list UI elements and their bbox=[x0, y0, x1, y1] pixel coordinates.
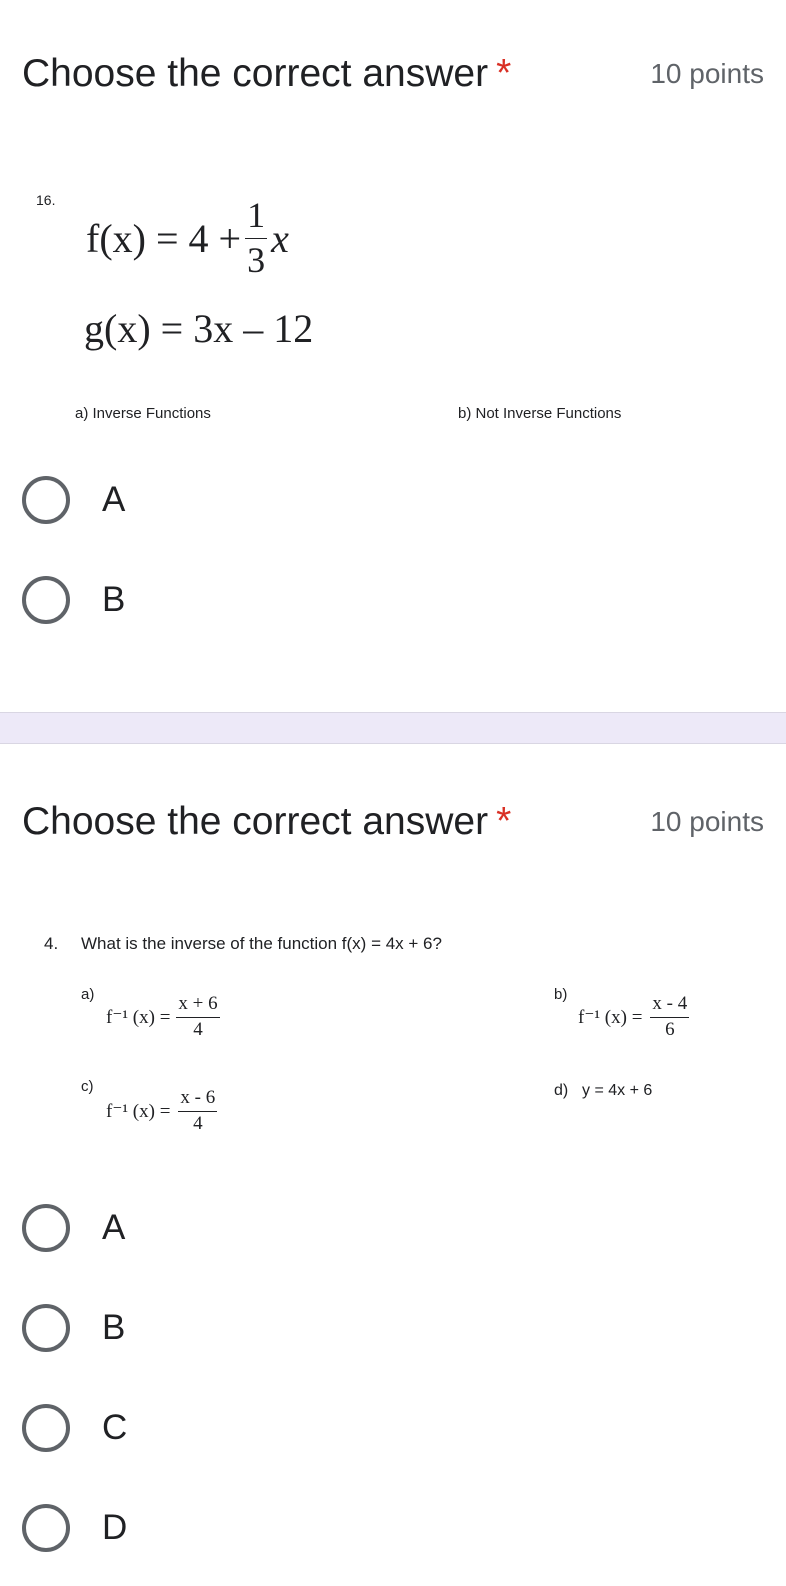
radio-circle-icon[interactable] bbox=[22, 1504, 70, 1552]
fraction-numerator: x - 4 bbox=[650, 994, 689, 1018]
question-number: 16. bbox=[36, 192, 56, 208]
radio-circle-icon[interactable] bbox=[22, 1404, 70, 1452]
choice-b-expression bbox=[578, 994, 689, 1041]
equation-f-lhs: f(x) = 4 + bbox=[86, 215, 242, 261]
fraction-denominator: 4 bbox=[193, 1112, 203, 1134]
choice-a-fraction bbox=[176, 994, 219, 1041]
radio-circle-icon[interactable] bbox=[22, 576, 70, 624]
question-prompt: What is the inverse of the function f(x) = 4x + 6? bbox=[81, 934, 442, 953]
choice-a-text: a) Inverse Functions bbox=[75, 405, 211, 422]
equation-g: g(x) = 3x – 12 bbox=[84, 306, 314, 351]
question-header bbox=[22, 800, 764, 850]
radio-option-b[interactable] bbox=[22, 572, 422, 628]
choice-b-lhs: f⁻¹ (x) = bbox=[578, 1006, 643, 1028]
option-label: A bbox=[102, 1208, 126, 1247]
fraction-denominator: 6 bbox=[665, 1018, 675, 1040]
radio-option-b[interactable] bbox=[22, 1300, 422, 1356]
option-label: A bbox=[102, 480, 126, 519]
fraction-denominator: 3 bbox=[247, 239, 266, 280]
question-image bbox=[0, 180, 786, 440]
choice-b-text: b) Not Inverse Functions bbox=[458, 405, 622, 422]
question-card-2 bbox=[0, 744, 786, 1586]
section-divider bbox=[0, 712, 786, 744]
question-title: Choose the correct answer * bbox=[22, 52, 512, 95]
radio-option-a[interactable] bbox=[22, 472, 422, 528]
option-label: D bbox=[102, 1508, 128, 1547]
choice-b-fraction bbox=[650, 994, 689, 1041]
required-asterisk: * bbox=[496, 52, 512, 95]
choice-a-expression bbox=[106, 994, 220, 1041]
choice-c-fraction bbox=[178, 1088, 217, 1135]
fraction-denominator: 4 bbox=[193, 1018, 203, 1040]
option-label: B bbox=[102, 580, 126, 619]
question-card-1 bbox=[0, 0, 786, 712]
question-points: 10 points bbox=[650, 58, 764, 89]
radio-option-a[interactable] bbox=[22, 1200, 422, 1256]
choice-b-label: b) bbox=[554, 986, 568, 1003]
choice-a-lhs: f⁻¹ (x) = bbox=[106, 1006, 171, 1028]
option-label: B bbox=[102, 1308, 126, 1347]
choice-d-label: d) bbox=[554, 1082, 569, 1099]
question-image bbox=[0, 924, 786, 1154]
question-points: 10 points bbox=[650, 806, 764, 837]
choice-a-label: a) bbox=[81, 986, 95, 1003]
choice-d-expression: y = 4x + 6 bbox=[582, 1082, 653, 1099]
fraction-numerator: x + 6 bbox=[176, 994, 219, 1018]
radio-circle-icon[interactable] bbox=[22, 1204, 70, 1252]
fraction-numerator: x - 6 bbox=[178, 1088, 217, 1112]
question-number: 4. bbox=[44, 934, 59, 953]
equation-f bbox=[86, 196, 289, 280]
radio-circle-icon[interactable] bbox=[22, 476, 70, 524]
question-header bbox=[22, 52, 764, 102]
question-title: Choose the correct answer * bbox=[22, 800, 512, 843]
radio-option-d[interactable] bbox=[22, 1500, 422, 1556]
choice-c-label: c) bbox=[81, 1078, 94, 1095]
equation-f-variable: x bbox=[271, 215, 289, 261]
fraction-numerator: 1 bbox=[245, 196, 267, 239]
equation-f-fraction bbox=[245, 196, 267, 280]
radio-option-c[interactable] bbox=[22, 1400, 422, 1456]
radio-circle-icon[interactable] bbox=[22, 1304, 70, 1352]
option-label: C bbox=[102, 1408, 128, 1447]
required-asterisk: * bbox=[496, 800, 512, 843]
choice-c-expression bbox=[106, 1088, 217, 1135]
choice-c-lhs: f⁻¹ (x) = bbox=[106, 1100, 171, 1122]
